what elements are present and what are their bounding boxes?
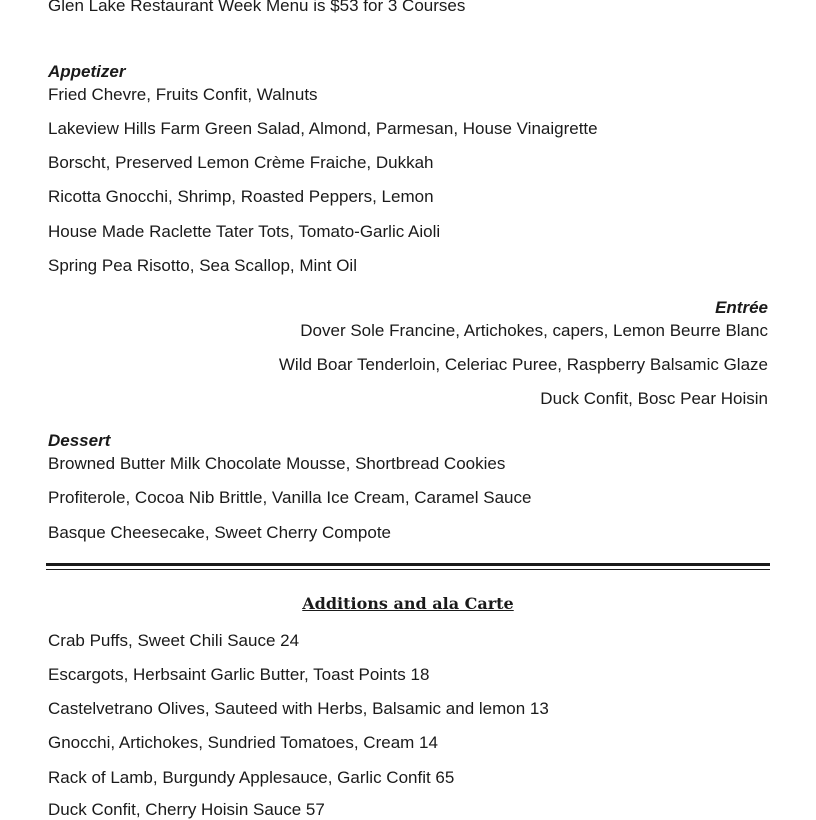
section-divider bbox=[46, 569, 770, 570]
additions-heading: Additions and ala Carte bbox=[302, 594, 514, 613]
dessert-item: Profiterole, Cocoa Nib Brittle, Vanilla Ice Cream, Caramel Sauce bbox=[48, 488, 532, 507]
section-divider bbox=[46, 563, 770, 566]
additions-item: Duck Confit, Cherry Hoisin Sauce 57 bbox=[48, 800, 325, 819]
entree-item: Duck Confit, Bosc Pear Hoisin bbox=[540, 389, 768, 408]
appetizer-item: Fried Chevre, Fruits Confit, Walnuts bbox=[48, 85, 318, 104]
dessert-item: Basque Cheesecake, Sweet Cherry Compote bbox=[48, 523, 392, 542]
dessert-item: Browned Butter Milk Chocolate Mousse, Shortbread Cookies bbox=[48, 454, 506, 473]
entree-item: Wild Boar Tenderloin, Celeriac Puree, Raspberry Balsamic Glaze bbox=[278, 355, 768, 374]
entree-item: Dover Sole Francine, Artichokes, capers, Lemon Beurre Blanc bbox=[300, 321, 768, 340]
additions-item: Castelvetrano Olives, Sauteed with Herbs, Balsamic and lemon 13 bbox=[48, 699, 549, 718]
additions-item: Rack of Lamb, Burgundy Applesauce, Garlic Confit 65 bbox=[48, 768, 455, 787]
appetizer-item: Lakeview Hills Farm Green Salad, Almond, Parmesan, House Vinaigrette bbox=[48, 119, 598, 138]
appetizer-heading: Appetizer bbox=[48, 62, 126, 81]
appetizer-item: Ricotta Gnocchi, Shrimp, Roasted Peppers, Lemon bbox=[48, 187, 434, 206]
additions-item: Crab Puffs, Sweet Chili Sauce 24 bbox=[48, 631, 300, 650]
menu-title: Glen Lake Restaurant Week Menu is $53 for 3 Courses bbox=[48, 0, 466, 15]
entree-heading: Entrée bbox=[715, 298, 768, 317]
additions-item: Gnocchi, Artichokes, Sundried Tomatoes, Cream 14 bbox=[48, 733, 438, 752]
additions-item: Escargots, Herbsaint Garlic Butter, Toast Points 18 bbox=[48, 665, 430, 684]
appetizer-item: Spring Pea Risotto, Sea Scallop, Mint Oil bbox=[48, 256, 357, 275]
appetizer-item: Borscht, Preserved Lemon Crème Fraiche, Dukkah bbox=[48, 153, 434, 172]
dessert-heading: Dessert bbox=[48, 431, 111, 450]
appetizer-item: House Made Raclette Tater Tots, Tomato-Garlic Aioli bbox=[48, 222, 441, 241]
